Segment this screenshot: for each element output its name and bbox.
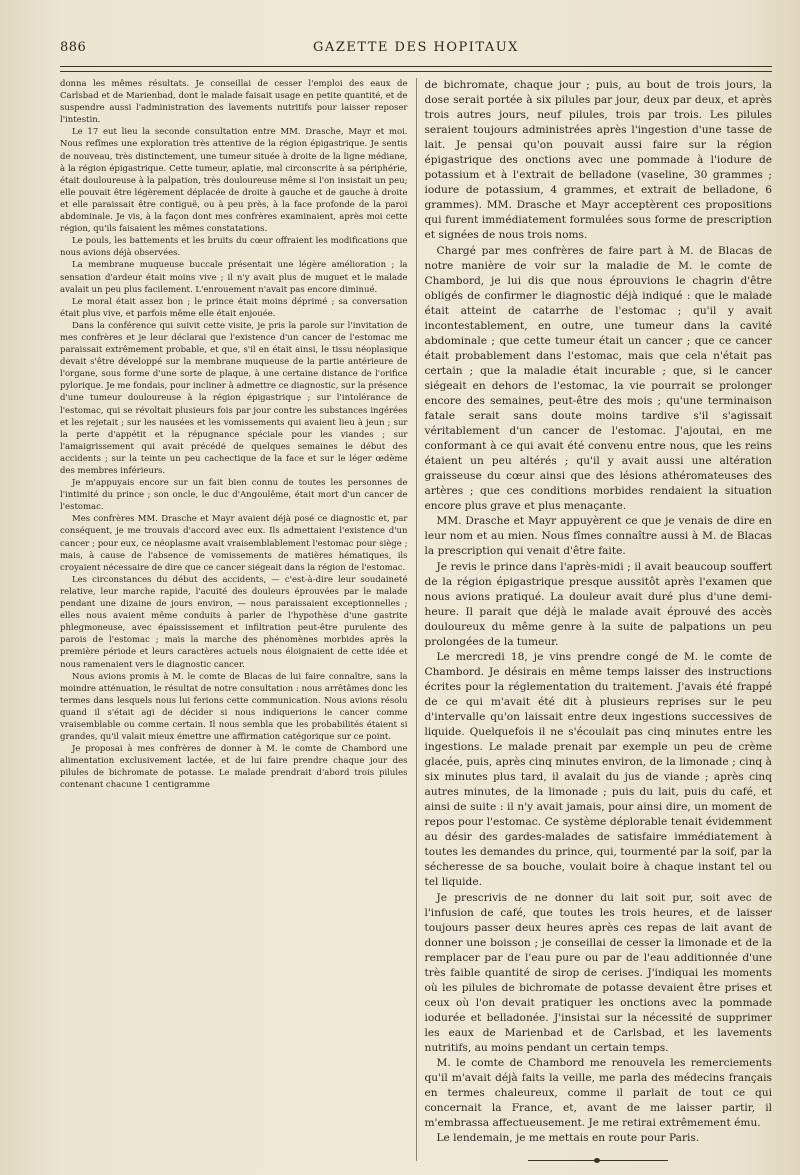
paragraph: Dans la conférence qui suivit cette visite, je pris la parole sur l'invitation de mes confrères et je leur déclarai que l'existence d'un cancer de l'estomac me paraissait extrêmement probable, et que, s'il en était ainsi, le tissu néoplasique devait s'être développé sur la membrane muqueuse de la partie antérieure de l'organe, sous forme d'une sorte de plaque, à une certaine distance de l'orifice pylorique. Je me fondais, pour incliner à admettre ce diagnostic, sur la présence d'une tumeur douloureuse à la région épigastrique ; sur l'intolérance de l'estomac, qui se révoltait plusieurs fois par jour contre les substances ingérées et les rejetait ; sur les nausées et les vomissements qui avaient lieu à jeun ; sur la perte d'appétit et la répugnance spéciale pour les viandes ; sur l'amaigrissement qui avait précédé de quelques semaines le début des accidents ; sur la teinte un peu cachectique de la face et sur le léger œdème des membres inférieurs.	[60, 320, 408, 476]
paragraph: de bichromate, chaque jour ; puis, au bout de trois jours, la dose serait portée à six pilules par jour, deux par deux, et après trois autres jours, neuf pilules, trois par trois. Les pilules seraient toujours administrées après l'ingestion d'une tasse de lait. Je pensai qu'on pouvait aussi faire sur la région épigastrique des onctions avec une pommade à l'iodure de potassium et à l'extrait de belladone (vaseline, 30 grammes ; iodure de potassium, 4 grammes, et extrait de belladone, 6 grammes). MM. Drasche et Mayr acceptèrent ces propositions qui furent immédiatement formulées sous forme de prescription et signées de nous trois noms.	[424, 79, 772, 242]
paragraph: Je revis le prince dans l'après-midi ; il avait beaucoup souffert de la région épigastrique presque aussitôt après l'examen que nous avions pratiqué. La douleur avait duré plus d'une demi-heure. Il parait que déjà le malade avait éprouvé des accès douloureux du même genre à la suite de palpations un peu prolongées de la tumeur.	[424, 560, 772, 648]
paragraph: Je m'appuyais encore sur un fait bien connu de toutes les personnes de l'intimité du prince ; son oncle, le duc d'Angoulême, était mort d'un cancer de l'estomac.	[60, 478, 408, 513]
paragraph: Les circonstances du début des accidents, — c'est-à-dire leur soudaineté relative, leur marche rapide, l'acuité des douleurs éprouvées par le malade pendant une dizaine de jours environ, — nous paraissaient exceptionnelles ; elles nous avaient même conduits à parler de l'hypothèse d'une gastrite phlegmoneuse, avec épaississement et infiltration peut-être purulente des parois de l'estomac ; mais la marche des phénomènes morbides après la première période et leurs caractères actuels nous éloignaient de cette idée et nous ramenaient vers le diagnostic cancer.	[60, 574, 408, 670]
paragraph: MM. Drasche et Mayr appuyèrent ce que je venais de dire en leur nom et au mien. Nous fîmes connaître aussi à M. de Blacas la prescription qui venait d'être faite.	[424, 515, 772, 558]
paragraph: Le lendemain, je me mettais en route pour Paris.	[436, 1132, 700, 1145]
paragraph: Chargé par mes confrères de faire part à M. de Blacas de notre manière de voir sur la maladie de M. le comte de Chambord, je lui dis que nous éprouvions le chagrin d'être obligés de confirmer le diagnostic déjà indiqué : que le malade était atteint de catarrhe de l'estomac ; qu'il y avait incontestablement, en outre, une tumeur dans la cavité abdominale ; que cette tumeur était un cancer ; que ce cancer était probablement dans l'estomac, mais que cela n'était pas certain ; que la maladie était incurable ; que, si le cancer siégeait en dehors de l'estomac, la vie pourrait se prolonger encore des semaines, peut-être des mois ; qu'une terminaison fatale serait sans doute moins tardive s'il s'agissait véritablement d'un cancer de l'estomac. J'ajoutai, en me conformant à ce qui avait été convenu entre nous, que les reins étaient un peu altérés ; qu'il y avait aussi une altération graisseuse du cœur ainsi que des lésions athéromateuses des artères ; que ces conditions morbides rendaient la situation encore plus grave et plus menaçante.	[424, 244, 772, 513]
paragraph: Le 17 eut lieu la seconde consultation entre MM. Drasche, Mayr et moi. Nous refîmes une exploration très attentive de la région épigastrique. Je sentis de nouveau, très distinctement, une tumeur située à droite de la ligne médiane, à la région épigastrique. Cette tumeur, aplatie, mal circonscrite à sa périphérie, était douloureuse à la palpation, très douloureuse même si l'on insistait un peu; elle pouvait être légèrement déplacée de droite à gauche et de gauche à droite et elle paraissait être contiguë, ou à peu près, à la face profonde de la paroi abdominale. Je vis, à la façon dont mes confrères examinaient, après moi cette région, qu'ils faisaient les mêmes constatations.	[60, 127, 408, 235]
paragraph: Le pouls, les battements et les bruits du cœur offraient les modifications que nous avions déjà observées.	[60, 236, 408, 259]
page-number: 886	[60, 40, 87, 55]
article-end-rule	[528, 1160, 668, 1161]
column-divider	[416, 78, 417, 1161]
header-rule	[60, 66, 772, 72]
paragraph: Nous avions promis à M. le comte de Blacas de lui faire connaître, sans la moindre atténuation, le résultat de notre consultation : nous arrêtâmes donc les termes dans lesquels nous lui ferions cette communication. Nous avions résolu quand il s'était agi de décider si nous indiquerions le cancer comme vraisemblable ou comme certain. Il nous sembla que les probabilités étaient si grandes, qu'il valait mieux émettre une affirmation catégorique sur ce point.	[60, 671, 408, 743]
paragraph: Le mercredi 18, je vins prendre congé de M. le comte de Chambord. Je désirais en même temps laisser des instructions écrites pour la réglementation du traitement. J'avais été frappé de ce qui m'avait été dit à plusieurs reprises sur le peu d'intervalle qu'on laissait entre deux ingestions successives de liquide. Quelquefois il ne s'écoulait pas cinq minutes entre les ingestions. Le malade prenait par exemple un peu de crème glacée, puis, après cinq minutes environ, de la limonade ; cinq à six minutes plus tard, il avalait du jus de viande ; après cinq autres minutes, de la limonade ; puis du lait, puis du café, et ainsi de suite : il n'y avait jamais, pour ainsi dire, un moment de repos pour l'estomac. Ce système déplorable tenait évidemment au désir des gardes-malades de satisfaire immédiatement à toutes les demandes du prince, qui, tourmenté par la soif, par la sécheresse de sa bouche, voulait boire à chaque instant tel ou tel liquide.	[424, 650, 772, 889]
paragraph: Je prescrivis de ne donner du lait soit pur, soit avec de l'infusion de café, que toutes les trois heures, et de laisser toujours passer deux heures après ces repas de lait avant de donner une boisson ; je conseillai de cesser la limonade et de la remplacer par de l'eau pure ou par de l'eau additionnée d'une très faible quantité de sirop de cerises. J'indiquai les moments où les pilules de bichromate de potasse devaient être prises et ceux où l'on devait pratiquer les onctions avec la pommade iodurée et belladonée. J'insistai sur la nécessité de supprimer les eaux de Marienbad et de Carlsbad, et les lavements nutritifs, au moins pendant un certain temps.	[424, 891, 772, 1054]
page-header	[60, 38, 772, 64]
paragraph: M. le comte de Chambord me renouvela les remerciements qu'il m'avait déjà faits la veille, me parla des médecins français en termes chaleureux, comme il parlait de tout ce qui concernait la France, et, avant de me laisser partir, il m'embrassa affectueusement. Je me retirai extrêmement ému.	[424, 1057, 772, 1130]
paragraph: Mes confrères MM. Drasche et Mayr avaient déjà posé ce diagnostic et, par conséquent, je me trouvais d'accord avec eux. Ils admettaient l'existence d'un cancer ; pour eux, ce néoplasme avait vraisemblablement l'estomac pour siège ; mais, à cause de l'absence de vomissements de matières hématiques, ils croyaient nécessaire de dire que ce cancer siégeait dans la région de l'estomac.	[60, 514, 408, 573]
right-column	[425, 78, 773, 1161]
left-column	[60, 78, 408, 1161]
paragraph: Je proposai à mes confrères de donner à M. le comte de Chambord une alimentation exclusivement lactée, et de lui faire prendre chaque jour des pilules de bichromate de potasse. Le malade prendrait d'abord trois pilules contenant chacune 1 centigramme	[60, 744, 408, 791]
paragraph: donna les mêmes résultats. Je conseillai de cesser l'emploi des eaux de Carlsbad et de Marienbad, dont le malade faisait usage en petite quantité, et de suspendre aussi l'administration des lavements nutritifs pour laisser reposer l'intestin.	[60, 79, 408, 126]
article-columns	[60, 78, 772, 1161]
running-title: GAZETTE DES HOPITAUX	[313, 40, 519, 55]
paragraph: Le moral était assez bon ; le prince était moins déprimé ; sa conversation était plus vive, et parfois même elle était enjouée.	[60, 296, 408, 319]
paragraph: La membrane muqueuse buccale présentait une légère amélioration ; la sensation d'ardeur était moins vive ; il n'y avait plus de muguet et le malade avalait un peu plus facilement. L'enrouement n'avait pas encore diminué.	[60, 260, 408, 295]
